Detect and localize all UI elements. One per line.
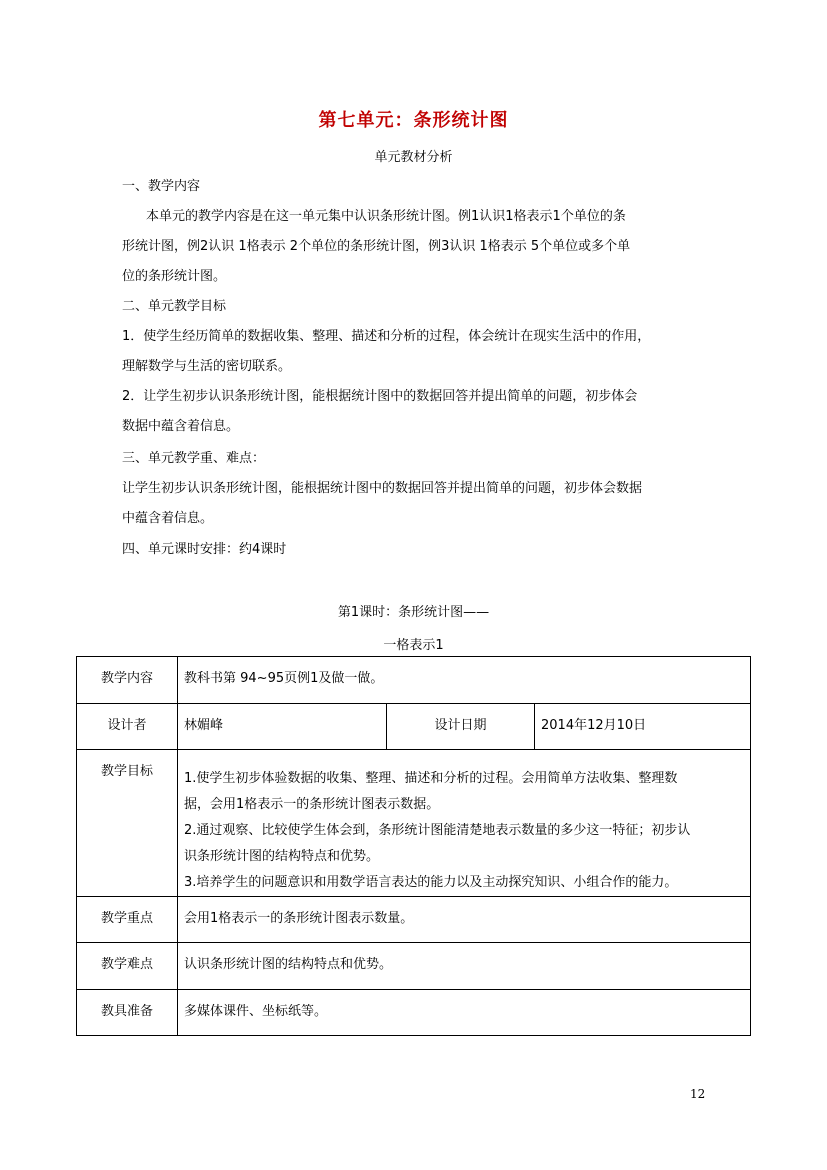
tools-label: 教具准备	[77, 990, 178, 1036]
goal-line: 3.培养学生的问题意识和用数学语言表达的能力以及主动探究知识、小组合作的能力。	[184, 875, 678, 890]
difficulty-label: 教学难点	[77, 943, 178, 990]
unit-subtitle: 单元教材分析	[374, 150, 453, 165]
table-row	[77, 990, 751, 1036]
unit-title: 第七单元：条形统计图	[318, 110, 509, 131]
table-row	[77, 704, 751, 750]
tools-value: 多媒体课件、坐标纸等。	[178, 990, 751, 1036]
lesson-title: 第1课时：条形统计图——	[337, 605, 490, 620]
designer-label: 设计者	[77, 704, 178, 750]
section1-line: 位的条形统计图。	[122, 269, 227, 284]
goal-line: 2.通过观察、比较使学生体会到，条形统计图能清楚地表示数量的多少这一特征；初步认	[184, 823, 691, 838]
date-label: 设计日期	[387, 704, 535, 750]
content-value: 教科书第 94~95页例1及做一做。	[178, 657, 751, 704]
page-number: 12	[690, 1087, 706, 1101]
section1-heading: 一、教学内容	[122, 179, 201, 194]
table-row	[77, 750, 751, 897]
section2-line: 理解数学与生活的密切联系。	[122, 359, 292, 374]
key-value: 会用1格表示一的条形统计图表示数量。	[178, 897, 751, 943]
section3-line: 中蕴含着信息。	[122, 511, 214, 526]
section3-heading: 三、单元教学重、难点：	[122, 451, 266, 466]
section2-heading: 二、单元教学目标	[122, 299, 227, 314]
section2-line: 2．让学生初步认识条形统计图，能根据统计图中的数据回答并提出简单的问题，初步体会	[122, 389, 638, 404]
lesson-plan-table	[76, 656, 751, 1036]
key-label: 教学重点	[77, 897, 178, 943]
content-label: 教学内容	[77, 657, 178, 704]
section2-line: 数据中蕴含着信息。	[122, 419, 240, 434]
section2-line: 1．使学生经历简单的数据收集、整理、描述和分析的过程，体会统计在现实生活中的作用，	[122, 329, 651, 344]
lesson-subtitle: 一格表示1	[383, 638, 444, 653]
section3-line: 让学生初步认识条形统计图，能根据统计图中的数据回答并提出简单的问题，初步体会数据	[122, 481, 643, 496]
table-row	[77, 897, 751, 943]
table-row	[77, 943, 751, 990]
goal-line: 识条形统计图的结构特点和优势。	[184, 849, 380, 864]
section4-heading: 四、单元课时安排：约4课时	[122, 542, 287, 557]
section1-line: 形统计图，例2认识 1格表示 2个单位的条形统计图，例3认识 1格表示 5个单位或多个单	[122, 239, 631, 254]
difficulty-value: 认识条形统计图的结构特点和优势。	[178, 943, 751, 990]
goal-line: 据，会用1格表示一的条形统计图表示数据。	[184, 797, 440, 812]
designer-value: 林媚峰	[178, 704, 387, 750]
date-value: 2014年12月10日	[535, 704, 751, 750]
goal-line: 1.使学生初步体验数据的收集、整理、描述和分析的过程。会用简单方法收集、整理数	[184, 771, 678, 786]
section1-line: 本单元的教学内容是在这一单元集中认识条形统计图。例1认识1格表示1个单位的条	[146, 209, 626, 224]
goals-label: 教学目标	[77, 750, 178, 897]
goals-cell	[178, 750, 751, 897]
table-row	[77, 657, 751, 704]
